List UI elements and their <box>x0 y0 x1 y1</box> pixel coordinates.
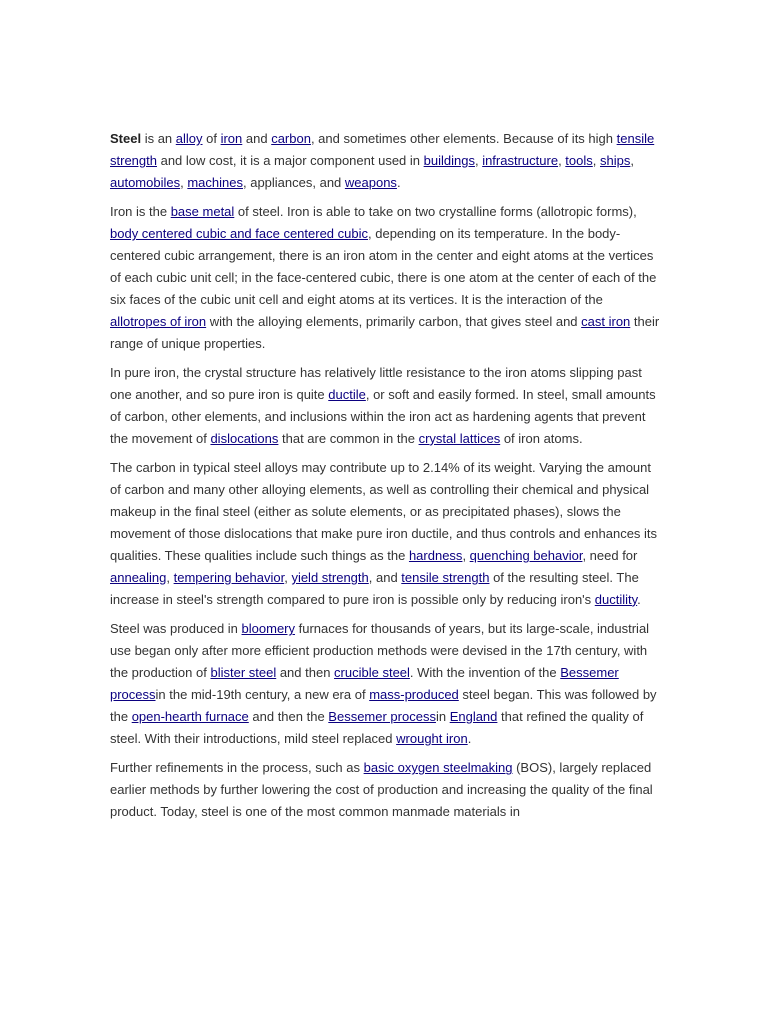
inline-link[interactable]: crystal lattices <box>418 430 501 446</box>
inline-link[interactable]: ductile <box>328 387 366 403</box>
text-run: Further refinements in the process, such as <box>110 760 364 776</box>
inline-link[interactable]: blister steel <box>210 665 277 681</box>
inline-link[interactable]: infrastructure <box>482 152 559 168</box>
inline-link[interactable]: crucible steel <box>334 665 410 681</box>
text-run: is an <box>141 131 176 146</box>
text-run: in <box>435 709 450 725</box>
paragraph-iron-structure <box>110 201 660 354</box>
text-run: of the resulting steel. The increase in steel's strength compared to pure iron is possible only by reducing iron's <box>110 570 639 607</box>
text-run: , need for <box>582 548 638 564</box>
inline-link[interactable]: basic oxygen steelmaking <box>363 760 513 776</box>
inline-link[interactable]: England <box>449 709 498 725</box>
inline-link[interactable]: tensile strength <box>401 570 490 585</box>
inline-link[interactable]: cast iron <box>581 313 631 329</box>
text-run: , and sometimes other elements. Because of its high <box>310 131 617 146</box>
text-run: , <box>474 152 483 168</box>
inline-link[interactable]: iron <box>220 131 243 146</box>
text-run: steel began. This was followed by the <box>110 687 657 725</box>
inline-link[interactable]: allotropes of iron <box>110 313 207 329</box>
text-run: their range of unique properties. <box>110 313 660 351</box>
text-run: that are common in the <box>278 430 419 446</box>
text-run: , <box>630 152 634 168</box>
text-run: . <box>637 591 641 607</box>
text-run: of iron atoms. <box>500 430 583 446</box>
text-run: , <box>180 174 188 190</box>
paragraph-history <box>110 618 660 749</box>
text-run: Steel was produced in <box>110 621 242 637</box>
inline-link[interactable]: weapons <box>344 174 397 190</box>
inline-link[interactable]: buildings <box>423 152 475 168</box>
text-run: Iron is the <box>110 204 171 220</box>
inline-link[interactable]: automobiles <box>110 174 181 190</box>
paragraph-intro <box>110 128 660 194</box>
inline-link[interactable]: Bessemer process <box>328 709 436 725</box>
paragraph-pure-iron <box>110 362 660 450</box>
inline-link[interactable]: base metal <box>170 204 235 220</box>
text-run: with the alloying elements, primarily carbon, that gives steel and <box>206 313 582 329</box>
text-run: , <box>558 152 566 168</box>
inline-link[interactable]: tensile strength <box>110 131 655 168</box>
inline-link[interactable]: hardness <box>408 548 463 564</box>
text-run: of <box>202 131 221 146</box>
text-run: and then <box>276 665 335 681</box>
text-run: and low cost, it is a major component used in <box>156 152 424 168</box>
text-run: and then the <box>248 709 329 725</box>
text-run: , <box>592 152 600 168</box>
inline-link[interactable]: ships <box>600 152 631 168</box>
inline-link[interactable]: tools <box>565 152 593 168</box>
inline-link[interactable]: bloomery <box>241 621 295 637</box>
inline-link[interactable]: dislocations <box>210 430 279 446</box>
text-run: , depending on its temperature. In the body-centered cubic arrangement, there is an iron atom in the center and eight atoms at the vertices of each cubic unit cell; in the face-centered cubic, there is one atom at the center of each of the six faces of the cubic unit cell and eight atoms at its vertices. It is the interaction of the <box>110 226 657 307</box>
inline-link[interactable]: machines <box>187 174 243 190</box>
inline-link[interactable]: tempering behavior <box>173 570 285 585</box>
inline-link[interactable]: yield strength <box>291 570 369 585</box>
inline-link[interactable]: ductility <box>594 591 638 607</box>
text-run: and <box>242 131 272 146</box>
text-run: In pure iron, the crystal structure has relatively little resistance to the iron atoms slipping past one another, and so pure iron is quite <box>110 365 642 403</box>
inline-link[interactable]: carbon <box>271 131 311 146</box>
text-run: , appliances, and <box>242 174 345 190</box>
text-run: that refined the quality of steel. With their introductions, mild steel replaced <box>110 709 644 746</box>
inline-link[interactable]: Bessemer process <box>110 665 619 703</box>
inline-link[interactable]: wrought iron <box>396 730 468 746</box>
text-run: . With the invention of the <box>409 665 561 681</box>
text-run: . <box>396 174 401 190</box>
text-run: , or soft and easily formed. In steel, small amounts of carbon, other elements, and inclusions within the iron act as hardening agents that prevent the movement of <box>110 387 656 446</box>
inline-link[interactable]: annealing <box>110 570 167 585</box>
inline-link[interactable]: mass-produced <box>369 687 459 703</box>
text-run: of steel. Iron is able to take on two crystalline forms (allotropic forms), <box>234 204 637 220</box>
document-page <box>110 128 660 831</box>
text-run: , and <box>368 570 402 585</box>
paragraph-carbon-content <box>110 457 660 610</box>
inline-link[interactable]: quenching behavior <box>469 548 583 564</box>
text-run: The carbon in typical steel alloys may contribute up to 2.14% of its weight. Varying the amount of carbon and many other alloying elements, as well as controlling their chemical and physical makeup in the final steel (either as solute elements, or as precipitated phases), slows the movement of those dislocations that make pure iron ductile, and thus controls and enhances its qualities. These qualities include such things as the <box>110 460 658 564</box>
bold-term: Steel <box>110 131 142 146</box>
text-run: furnaces for thousands of years, but its large-scale, industrial use began only after more efficient production methods were devised in the 17th century, with the production of <box>110 621 650 681</box>
inline-link[interactable]: body centered cubic and face centered cubic <box>110 226 369 242</box>
text-run: , <box>462 548 470 564</box>
inline-link[interactable]: alloy <box>175 131 203 146</box>
text-run: , <box>166 570 174 585</box>
text-run: , <box>284 570 292 585</box>
paragraph-refinements <box>110 757 660 823</box>
text-run: . <box>467 730 472 746</box>
text-run: in the mid-19th century, a new era of <box>155 687 370 703</box>
inline-link[interactable]: open-hearth furnace <box>131 709 249 725</box>
text-run: (BOS), largely replaced earlier methods by further lowering the cost of production and increasing the quality of the final product. Today, steel is one of the most common manmade materials in <box>110 760 653 820</box>
